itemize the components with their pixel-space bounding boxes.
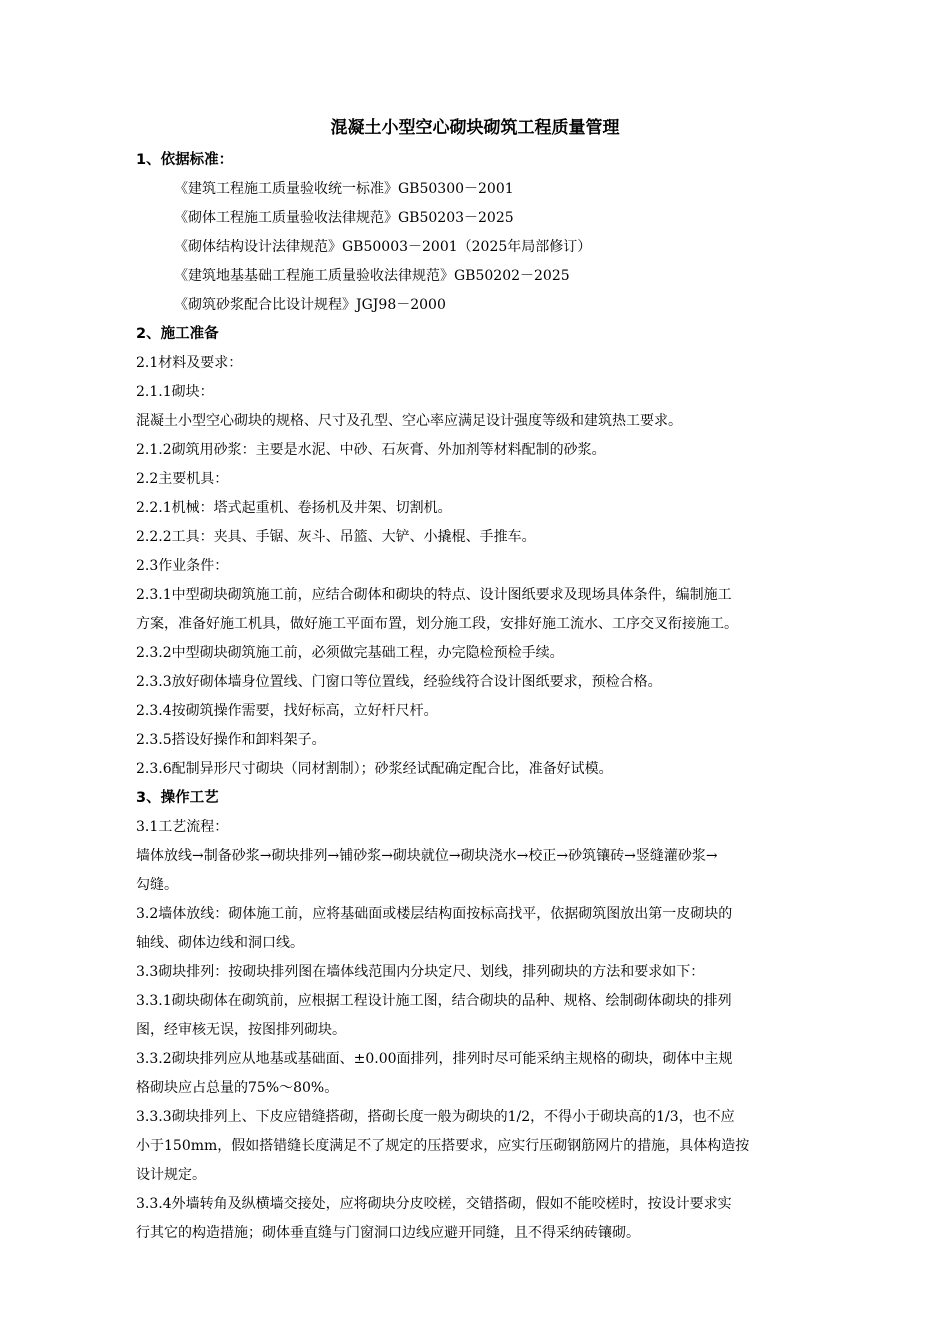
paragraph-2-2: 2.2主要机具： [136,471,229,487]
paragraph-2-3-3: 2.3.3放好砌体墙身位置线、门窗口等位置线，经验线符合设计图纸要求，预检合格。 [136,674,662,690]
section-heading-3: 3、操作工艺 [136,790,219,806]
paragraph-3-3-2-line2: 格砌块应占总量的75%～80%。 [136,1080,339,1096]
document-body [136,146,860,1248]
reference-item: 《建筑地基基础工程施工质量验收法律规范》GB50202－2025 [174,268,570,284]
paragraph-3-3-1-line1: 3.3.1砌块砌体在砌筑前，应根据工程设计施工图，结合砌块的品种、规格、绘制砌体砌块的排列 [136,993,732,1009]
paragraph-2-3-4: 2.3.4按砌筑操作需要，找好标高，立好杆尺杆。 [136,703,438,719]
paragraph-2-3-1-line2: 方案，准备好施工机具，做好施工平面布置，划分施工段，安排好施工流水、工序交叉衔接施工。 [136,616,738,632]
paragraph-2-3-2: 2.3.2中型砌块砌筑施工前，必须做完基础工程，办完隐检预检手续。 [136,645,564,661]
section-heading-2: 2、施工准备 [136,326,219,342]
paragraph-2-3-5: 2.3.5搭设好操作和卸料架子。 [136,732,326,748]
reference-item: 《砌体结构设计法律规范》GB50003－2001（2025年局部修订） [174,239,592,255]
paragraph-2-2-1: 2.2.1机械：塔式起重机、卷扬机及井架、切割机。 [136,500,452,516]
paragraph-2-3-1-line1: 2.3.1中型砌块砌筑施工前，应结合砌体和砌块的特点、设计图纸要求及现场具体条件，编制施工 [136,587,732,603]
reference-item: 《建筑工程施工质量验收统一标准》GB50300－2001 [174,181,514,197]
paragraph-2-3-6: 2.3.6配制异形尺寸砌块（同材割制）；砂浆经试配确定配合比，准备好试模。 [136,761,613,777]
paragraph-2-1: 2.1材料及要求： [136,355,243,371]
document-title: 混凝土小型空心砌块砌筑工程质量管理 [330,118,620,138]
paragraph-2-2-2: 2.2.2工具：夹具、手锯、灰斗、吊篮、大铲、小撬棍、手推车。 [136,529,536,545]
paragraph-3-3-3-line2: 小于150mm，假如搭错缝长度满足不了规定的压搭要求，应实行压砌钢筋网片的措施，具体构造按 [136,1138,750,1154]
process-flow-line1: 墙体放线→制备砂浆→砌块排列→铺砂浆→砌块就位→砌块浇水→校正→砂筑镶砖→竖缝灌砂浆→ [136,848,718,864]
paragraph-3-3-1-line2: 图，经审核无误，按图排列砌块。 [136,1022,346,1038]
paragraph-3-3-2-line1: 3.3.2砌块排列应从地基或基础面、±0.00面排列，排列时尽可能采纳主规格的砌块，砌体中主规 [136,1051,733,1067]
reference-item: 《砌筑砂浆配合比设计规程》JGJ98－2000 [174,297,446,313]
paragraph-3-3-4-line1: 3.3.4外墙转角及纵横墙交接处，应将砌块分皮咬槎，交错搭砌，假如不能咬槎时，按设计要求实 [136,1196,732,1212]
paragraph-3-3-4-line2: 行其它的构造措施；砌体垂直缝与门窗洞口边线应避开同缝，且不得采纳砖镶砌。 [136,1225,640,1241]
paragraph-2-3: 2.3作业条件： [136,558,229,574]
paragraph-3-3: 3.3砌块排列：按砌块排列图在墙体线范围内分块定尺、划线，排列砌块的方法和要求如下： [136,964,705,980]
process-flow-line2: 勾缝。 [136,877,178,893]
paragraph-3-2-line2: 轴线、砌体边线和洞口线。 [136,935,304,951]
reference-item: 《砌体工程施工质量验收法律规范》GB50203－2025 [174,210,514,226]
section-heading-1: 1、依据标准： [136,152,234,168]
paragraph-2-1-2: 2.1.2砌筑用砂浆：主要是水泥、中砂、石灰膏、外加剂等材料配制的砂浆。 [136,442,606,458]
paragraph-2-1-1: 2.1.1砌块： [136,384,214,400]
paragraph-3-1: 3.1工艺流程： [136,819,229,835]
paragraph-3-2-line1: 3.2墙体放线：砌体施工前，应将基础面或楼层结构面按标高找平，依据砌筑图放出第一皮砌块的 [136,906,733,922]
paragraph-3-3-3-line3: 设计规定。 [136,1167,206,1183]
paragraph-3-3-3-line1: 3.3.3砌块排列上、下皮应错缝搭砌，搭砌长度一般为砌块的1/2，不得小于砌块高的1/3，也不应 [136,1109,735,1125]
paragraph-2-1-1-text: 混凝土小型空心砌块的规格、尺寸及孔型、空心率应满足设计强度等级和建筑热工要求。 [136,413,682,429]
